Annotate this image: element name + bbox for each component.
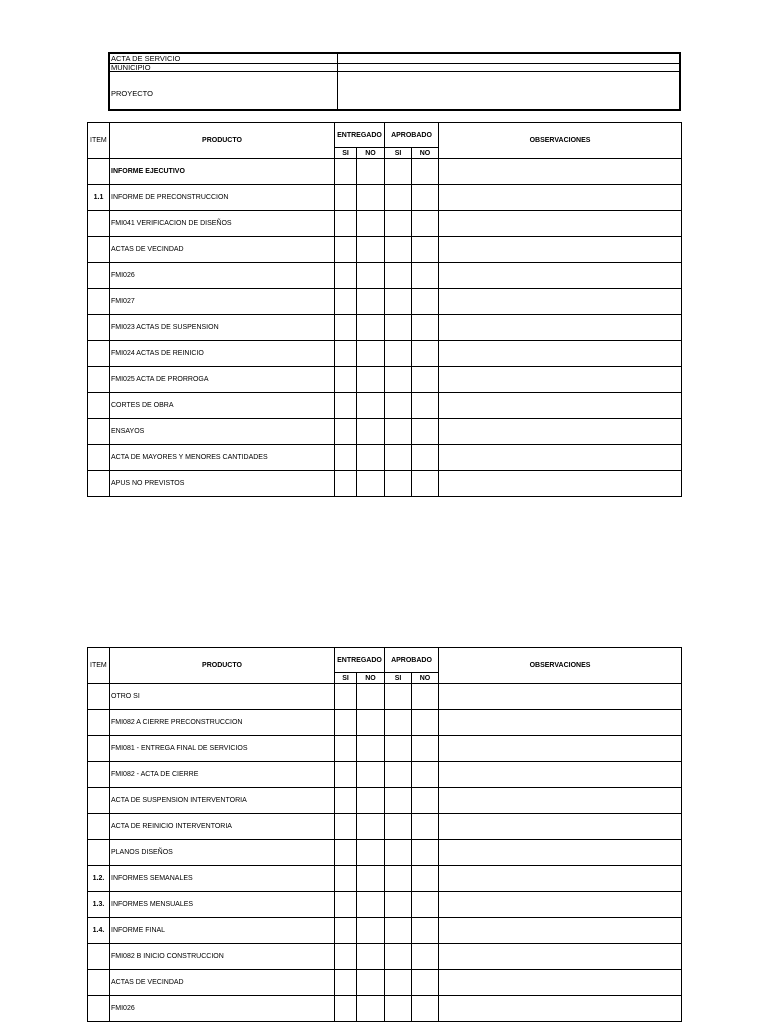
table-row [88, 710, 682, 736]
aprobado-si-cell[interactable] [385, 419, 412, 445]
observaciones-cell[interactable] [439, 159, 682, 185]
aprobado-si-cell[interactable] [385, 892, 412, 918]
observaciones-cell[interactable] [439, 367, 682, 393]
observaciones-cell[interactable] [439, 918, 682, 944]
observaciones-cell[interactable] [439, 419, 682, 445]
producto-cell: OTRO SI [110, 684, 335, 710]
observaciones-cell[interactable] [439, 892, 682, 918]
aprobado-no-cell[interactable] [412, 736, 439, 762]
item-number [88, 393, 110, 419]
producto-cell: INFORME DE PRECONSTRUCCION [110, 185, 335, 211]
table-row [88, 684, 682, 710]
aprobado-si-cell[interactable] [385, 944, 412, 970]
entregado-si-header: SI [335, 673, 357, 684]
producto-cell: ACTA DE MAYORES Y MENORES CANTIDADES [110, 445, 335, 471]
producto-cell: CORTES DE OBRA [110, 393, 335, 419]
item-number [88, 762, 110, 788]
entregado-no-cell[interactable] [357, 367, 385, 393]
aprobado-si-cell[interactable] [385, 367, 412, 393]
aprobado-si-cell[interactable] [385, 996, 412, 1022]
producto-cell: FMI082 B INICIO CONSTRUCCION [110, 944, 335, 970]
item-number [88, 263, 110, 289]
aprobado-si-header: SI [385, 673, 412, 684]
checklist-table-1 [87, 122, 682, 497]
header-box [108, 52, 681, 111]
table-row [88, 866, 682, 892]
item-number [88, 996, 110, 1022]
item-number [88, 684, 110, 710]
entregado-si-cell[interactable] [335, 341, 357, 367]
observaciones-cell[interactable] [439, 211, 682, 237]
observaciones-header: OBSERVACIONES [439, 648, 682, 684]
table-row [88, 788, 682, 814]
entregado-no-cell[interactable] [357, 684, 385, 710]
aprobado-no-cell[interactable] [412, 419, 439, 445]
entregado-si-cell[interactable] [335, 892, 357, 918]
producto-cell: APUS NO PREVISTOS [110, 471, 335, 497]
table-row [88, 419, 682, 445]
entregado-si-cell[interactable] [335, 471, 357, 497]
producto-cell: INFORMES MENSUALES [110, 892, 335, 918]
aprobado-si-cell[interactable] [385, 211, 412, 237]
proyecto-row [110, 71, 679, 109]
producto-cell: ACTA DE SUSPENSION INTERVENTORIA [110, 788, 335, 814]
entregado-no-cell[interactable] [357, 892, 385, 918]
entregado-no-cell[interactable] [357, 814, 385, 840]
observaciones-cell[interactable] [439, 970, 682, 996]
observaciones-cell[interactable] [439, 710, 682, 736]
entregado-no-cell[interactable] [357, 996, 385, 1022]
entregado-no-cell[interactable] [357, 840, 385, 866]
table-row [88, 918, 682, 944]
aprobado-no-cell[interactable] [412, 211, 439, 237]
observaciones-cell[interactable] [439, 341, 682, 367]
observaciones-cell[interactable] [439, 814, 682, 840]
producto-cell: INFORMES SEMANALES [110, 866, 335, 892]
observaciones-cell[interactable] [439, 996, 682, 1022]
observaciones-cell[interactable] [439, 237, 682, 263]
observaciones-cell[interactable] [439, 263, 682, 289]
aprobado-si-cell[interactable] [385, 393, 412, 419]
aprobado-no-cell[interactable] [412, 393, 439, 419]
producto-cell: FMI026 [110, 996, 335, 1022]
aprobado-si-cell[interactable] [385, 684, 412, 710]
entregado-no-cell[interactable] [357, 445, 385, 471]
aprobado-no-cell[interactable] [412, 237, 439, 263]
entregado-si-cell[interactable] [335, 315, 357, 341]
proyecto-label: PROYECTO [111, 89, 153, 98]
item-number [88, 944, 110, 970]
entregado-si-header: SI [335, 148, 357, 159]
item-number [88, 159, 110, 185]
aprobado-no-cell[interactable] [412, 710, 439, 736]
observaciones-cell[interactable] [439, 289, 682, 315]
item-number [88, 970, 110, 996]
item-number [88, 289, 110, 315]
aprobado-no-cell[interactable] [412, 996, 439, 1022]
aprobado-si-cell[interactable] [385, 866, 412, 892]
aprobado-si-cell[interactable] [385, 315, 412, 341]
producto-cell: FMI082 - ACTA DE CIERRE [110, 762, 335, 788]
entregado-header: ENTREGADO [335, 648, 385, 673]
aprobado-si-cell[interactable] [385, 471, 412, 497]
producto-header: PRODUCTO [110, 648, 335, 684]
producto-cell: ACTAS DE VECINDAD [110, 237, 335, 263]
item-number [88, 471, 110, 497]
entregado-no-cell[interactable] [357, 393, 385, 419]
item-number [88, 814, 110, 840]
entregado-si-cell[interactable] [335, 918, 357, 944]
table-row [88, 159, 682, 185]
table-row [88, 237, 682, 263]
entregado-no-cell[interactable] [357, 263, 385, 289]
item-number [88, 367, 110, 393]
producto-cell: FMI026 [110, 263, 335, 289]
entregado-si-cell[interactable] [335, 684, 357, 710]
entregado-si-cell[interactable] [335, 944, 357, 970]
entregado-si-cell[interactable] [335, 211, 357, 237]
producto-cell: INFORME FINAL [110, 918, 335, 944]
table-row [88, 263, 682, 289]
table-row [88, 393, 682, 419]
aprobado-si-header: SI [385, 148, 412, 159]
table-row [88, 970, 682, 996]
aprobado-si-cell[interactable] [385, 762, 412, 788]
item-number [88, 419, 110, 445]
item-number [88, 237, 110, 263]
item-number [88, 736, 110, 762]
checklist-table-2 [87, 647, 682, 1022]
table-row [88, 840, 682, 866]
observaciones-cell[interactable] [439, 684, 682, 710]
producto-cell: FMI025 ACTA DE PRORROGA [110, 367, 335, 393]
producto-cell: ACTA DE REINICIO INTERVENTORIA [110, 814, 335, 840]
aprobado-si-cell[interactable] [385, 185, 412, 211]
aprobado-no-cell[interactable] [412, 892, 439, 918]
table-row [88, 814, 682, 840]
aprobado-si-cell[interactable] [385, 840, 412, 866]
table-row [88, 185, 682, 211]
entregado-si-cell[interactable] [335, 814, 357, 840]
entregado-no-cell[interactable] [357, 289, 385, 315]
aprobado-no-cell[interactable] [412, 185, 439, 211]
observaciones-cell[interactable] [439, 471, 682, 497]
item-number: 1.3. [88, 892, 110, 918]
aprobado-no-cell[interactable] [412, 970, 439, 996]
table-row [88, 367, 682, 393]
entregado-no-cell[interactable] [357, 970, 385, 996]
entregado-no-cell[interactable] [357, 185, 385, 211]
table-row [88, 892, 682, 918]
aprobado-header: APROBADO [385, 123, 439, 148]
entregado-si-cell[interactable] [335, 445, 357, 471]
observaciones-cell[interactable] [439, 736, 682, 762]
aprobado-si-cell[interactable] [385, 159, 412, 185]
entregado-si-cell[interactable] [335, 710, 357, 736]
producto-cell: FMI023 ACTAS DE SUSPENSION [110, 315, 335, 341]
aprobado-no-cell[interactable] [412, 159, 439, 185]
observaciones-cell[interactable] [439, 762, 682, 788]
producto-cell: INFORME EJECUTIVO [110, 159, 335, 185]
producto-cell: ENSAYOS [110, 419, 335, 445]
aprobado-si-cell[interactable] [385, 263, 412, 289]
table-row [88, 211, 682, 237]
aprobado-no-cell[interactable] [412, 315, 439, 341]
observaciones-cell[interactable] [439, 840, 682, 866]
observaciones-cell[interactable] [439, 445, 682, 471]
item-header: ITEM [88, 648, 110, 684]
aprobado-header: APROBADO [385, 648, 439, 673]
entregado-si-cell[interactable] [335, 393, 357, 419]
producto-cell: PLANOS DISEÑOS [110, 840, 335, 866]
entregado-no-cell[interactable] [357, 237, 385, 263]
item-number [88, 840, 110, 866]
producto-cell: FMI082 A CIERRE PRECONSTRUCCION [110, 710, 335, 736]
table-row [88, 315, 682, 341]
producto-cell: FMI041 VERIFICACION DE DISEÑOS [110, 211, 335, 237]
entregado-si-cell[interactable] [335, 263, 357, 289]
producto-cell: FMI024 ACTAS DE REINICIO [110, 341, 335, 367]
producto-header: PRODUCTO [110, 123, 335, 159]
entregado-si-cell[interactable] [335, 367, 357, 393]
item-number [88, 341, 110, 367]
entregado-no-cell[interactable] [357, 762, 385, 788]
aprobado-no-cell[interactable] [412, 788, 439, 814]
entregado-no-cell[interactable] [357, 944, 385, 970]
aprobado-no-cell[interactable] [412, 471, 439, 497]
item-number: 1.1 [88, 185, 110, 211]
entregado-si-cell[interactable] [335, 970, 357, 996]
aprobado-si-cell[interactable] [385, 918, 412, 944]
producto-cell: ACTAS DE VECINDAD [110, 970, 335, 996]
aprobado-no-header: NO [412, 673, 439, 684]
item-number [88, 211, 110, 237]
aprobado-si-cell[interactable] [385, 788, 412, 814]
aprobado-no-header: NO [412, 148, 439, 159]
aprobado-si-cell[interactable] [385, 237, 412, 263]
aprobado-no-cell[interactable] [412, 684, 439, 710]
entregado-si-cell[interactable] [335, 159, 357, 185]
entregado-no-cell[interactable] [357, 341, 385, 367]
aprobado-si-cell[interactable] [385, 710, 412, 736]
municipio-label: MUNICIPIO [110, 63, 338, 71]
entregado-no-cell[interactable] [357, 159, 385, 185]
aprobado-no-cell[interactable] [412, 289, 439, 315]
entregado-no-cell[interactable] [357, 736, 385, 762]
table-row [88, 762, 682, 788]
table-row [88, 341, 682, 367]
observaciones-header: OBSERVACIONES [439, 123, 682, 159]
item-number [88, 788, 110, 814]
entregado-no-cell[interactable] [357, 866, 385, 892]
observaciones-cell[interactable] [439, 788, 682, 814]
aprobado-no-cell[interactable] [412, 866, 439, 892]
item-number: 1.4. [88, 918, 110, 944]
aprobado-si-cell[interactable] [385, 289, 412, 315]
entregado-si-cell[interactable] [335, 289, 357, 315]
entregado-si-cell[interactable] [335, 996, 357, 1022]
observaciones-cell[interactable] [439, 944, 682, 970]
entregado-si-cell[interactable] [335, 840, 357, 866]
table-row [88, 736, 682, 762]
aprobado-no-cell[interactable] [412, 840, 439, 866]
aprobado-no-cell[interactable] [412, 814, 439, 840]
aprobado-no-cell[interactable] [412, 762, 439, 788]
table-row [88, 944, 682, 970]
aprobado-no-cell[interactable] [412, 944, 439, 970]
entregado-header: ENTREGADO [335, 123, 385, 148]
entregado-si-cell[interactable] [335, 736, 357, 762]
aprobado-si-cell[interactable] [385, 341, 412, 367]
table-row [88, 445, 682, 471]
entregado-si-cell[interactable] [335, 237, 357, 263]
producto-cell: FMI081 - ENTREGA FINAL DE SERVICIOS [110, 736, 335, 762]
aprobado-no-cell[interactable] [412, 341, 439, 367]
entregado-si-cell[interactable] [335, 185, 357, 211]
aprobado-no-cell[interactable] [412, 918, 439, 944]
item-number: 1.2. [88, 866, 110, 892]
item-header: ITEM [88, 123, 110, 159]
observaciones-cell[interactable] [439, 866, 682, 892]
producto-cell: FMI027 [110, 289, 335, 315]
item-number [88, 445, 110, 471]
entregado-si-cell[interactable] [335, 788, 357, 814]
observaciones-cell[interactable] [439, 315, 682, 341]
observaciones-cell[interactable] [439, 393, 682, 419]
entregado-si-cell[interactable] [335, 419, 357, 445]
acta-label: ACTA DE SERVICIO [110, 54, 338, 63]
item-number [88, 710, 110, 736]
aprobado-si-cell[interactable] [385, 736, 412, 762]
aprobado-no-cell[interactable] [412, 445, 439, 471]
aprobado-si-cell[interactable] [385, 445, 412, 471]
entregado-si-cell[interactable] [335, 866, 357, 892]
entregado-si-cell[interactable] [335, 762, 357, 788]
aprobado-no-cell[interactable] [412, 263, 439, 289]
entregado-no-cell[interactable] [357, 710, 385, 736]
table-row [88, 996, 682, 1022]
entregado-no-cell[interactable] [357, 315, 385, 341]
entregado-no-cell[interactable] [357, 471, 385, 497]
aprobado-no-cell[interactable] [412, 367, 439, 393]
entregado-no-cell[interactable] [357, 788, 385, 814]
observaciones-cell[interactable] [439, 185, 682, 211]
entregado-no-cell[interactable] [357, 211, 385, 237]
entregado-no-header: NO [357, 148, 385, 159]
entregado-no-header: NO [357, 673, 385, 684]
aprobado-si-cell[interactable] [385, 814, 412, 840]
aprobado-si-cell[interactable] [385, 970, 412, 996]
entregado-no-cell[interactable] [357, 419, 385, 445]
table-row [88, 471, 682, 497]
table-row [88, 289, 682, 315]
entregado-no-cell[interactable] [357, 918, 385, 944]
item-number [88, 315, 110, 341]
